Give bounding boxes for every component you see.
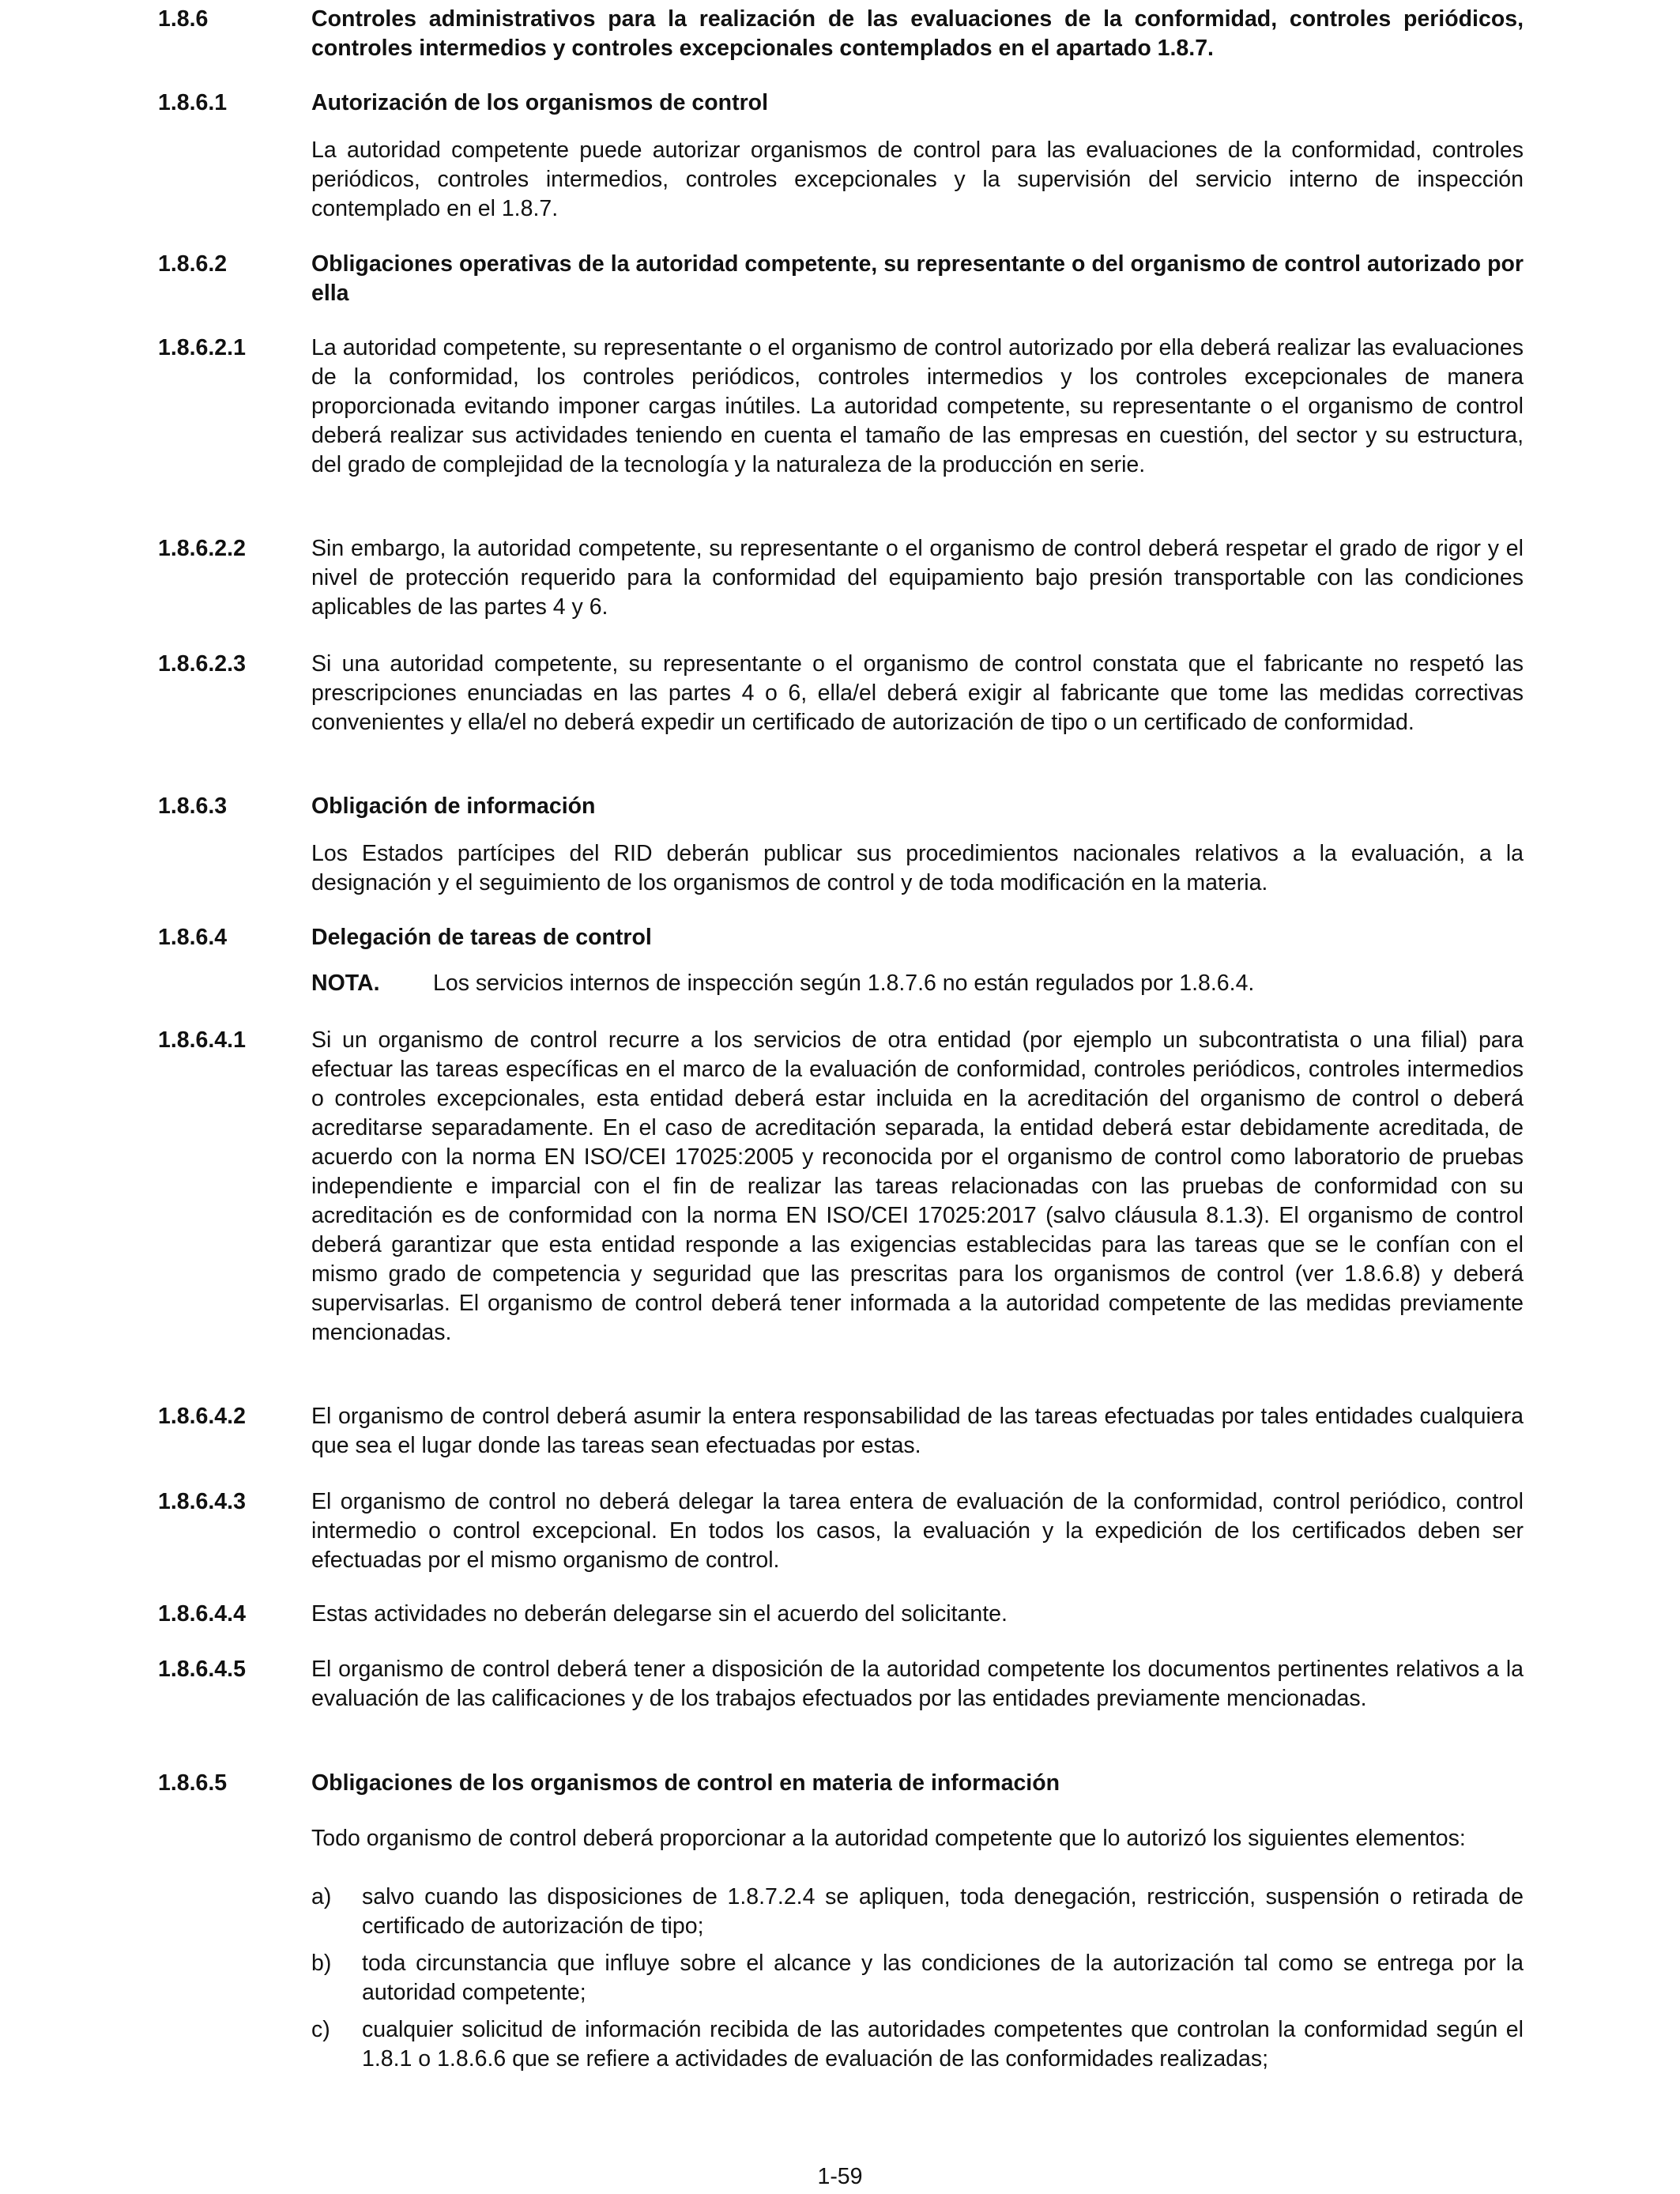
page-number: 1-59 (817, 2164, 863, 2189)
section-number: 1.8.6.5 (158, 1770, 228, 1796)
section-number: 1.8.6.1 (158, 90, 228, 115)
list-item-c (311, 2015, 1524, 2074)
section-1-8-6-4-3 (158, 1487, 1524, 1575)
section-1-8-6-4-4 (158, 1600, 1524, 1629)
section-title: Controles administrativos para la realización de las evaluaciones de la conformidad, controles periódicos, controles intermedios y controles excepcionales contemplados en el apartado 1.8.7. (311, 6, 1524, 61)
section-1-8-6-1-text: La autoridad competente puede autorizar organismos de control para las evaluaciones de la conformidad, controles periódicos, controles intermedios, controles excepcionales y la supervisión del servicio interno de inspección contemplado en el 1.8.7. (311, 138, 1524, 221)
list-text: salvo cuando las disposiciones de 1.8.7.2.4 se apliquen, toda denegación, restricción, suspensión o retirada de certificado de autorización de tipo; (362, 1884, 1524, 1939)
list-letter: b) (311, 1951, 332, 1976)
section-1-8-6-1 (158, 89, 1524, 118)
section-1-8-6-2 (158, 250, 1524, 308)
section-number: 1.8.6.2.3 (158, 651, 246, 677)
section-title: Obligaciones operativas de la autoridad competente, su representante o del organismo de control autorizado por ella (311, 251, 1524, 306)
section-text: El organismo de control deberá asumir la entera responsabilidad de las tareas efectuadas por tales entidades cualquiera que sea el lugar donde las tareas sean efectuadas por estas. (311, 1404, 1524, 1458)
list-item-a (311, 1883, 1524, 1941)
section-title: Autorización de los organismos de control (311, 90, 768, 115)
section-text: El organismo de control no deberá delegar la tarea entera de evaluación de la conformidad, control periódico, control intermedio o control excepcional. En todos los casos, la evaluación y la expedición de los certificados deben ser efectuadas por el mismo organismo de control. (311, 1489, 1524, 1573)
section-title: Obligaciones de los organismos de control en materia de información (311, 1770, 1060, 1796)
section-number: 1.8.6.3 (158, 794, 228, 819)
note-text: Los servicios internos de inspección según 1.8.7.6 no están regulados por 1.8.6.4. (433, 971, 1255, 996)
section-number: 1.8.6.4.4 (158, 1601, 246, 1627)
note (311, 969, 1524, 998)
section-text: El organismo de control deberá tener a disposición de la autoridad competente los documentos pertinentes relativos a la evaluación de las calificaciones y de los trabajos efectuados por las entidades previamente mencionadas. (311, 1657, 1524, 1711)
section-number: 1.8.6.4.3 (158, 1489, 246, 1514)
list-text: cualquier solicitud de información recibida de las autoridades competentes que controlan la conformidad según el 1.8.1 o 1.8.6.6 que se refiere a actividades de evaluación de las conformidades realizadas; (362, 2017, 1524, 2071)
section-1-8-6-2-1 (158, 334, 1524, 480)
section-text: La autoridad competente, su representante o el organismo de control autorizado por ella deberá realizar las evaluaciones de la conformidad, los controles periódicos, controles intermedios y los controles excepcionales de manera proporcionada evitando imponer cargas inútiles. La autoridad competente, su representante o el organismo de control deberá realizar sus actividades teniendo en cuenta el tamaño de las empresas en cuestión, del sector y su estructura, del grado de complejidad de la tecnología y la naturaleza de la producción en serie. (311, 335, 1524, 477)
section-1-8-6-4-2 (158, 1402, 1524, 1461)
section-1-8-6-4-5 (158, 1655, 1524, 1713)
section-1-8-6 (158, 5, 1524, 63)
section-text: Sin embargo, la autoridad competente, su representante o el organismo de control deberá respetar el grado de rigor y el nivel de protección requerido para la conformidad del equipamiento bajo presión transportable con las condiciones aplicables de las partes 4 y 6. (311, 536, 1524, 620)
section-number: 1.8.6.4.1 (158, 1027, 246, 1053)
section-text: Estas actividades no deberán delegarse sin el acuerdo del solicitante. (311, 1601, 1008, 1627)
list-letter: c) (311, 2017, 330, 2042)
section-title: Obligación de información (311, 794, 596, 819)
section-1-8-6-5 (158, 1769, 1524, 1798)
section-1-8-6-2-2 (158, 534, 1524, 622)
section-1-8-6-5-intro: Todo organismo de control deberá proporcionar a la autoridad competente que lo autorizó los siguientes elementos: (311, 1826, 1466, 1851)
section-text: Si un organismo de control recurre a los servicios de otra entidad (por ejemplo un subcontratista o una filial) para efectuar las tareas específicas en el marco de la evaluación de conformidad, controles periódicos, controles intermedios o controles excepcionales, esta entidad deberá estar incluida en la acreditación del organismo de control o deberá acreditarse separadamente. En el caso de acreditación separada, la entidad deberá estar debidamente acreditada, de acuerdo con la norma EN ISO/CEI 17025:2005 y reconocida por el organismo de control como laboratorio de pruebas independiente e imparcial con el fin de realizar las tareas relacionadas con las pruebas de conformidad con su acreditación es de conformidad con la norma EN ISO/CEI 17025:2017 (salvo cláusula 8.1.3). El organismo de control deberá garantizar que esta entidad responde a las exigencias establecidas para las tareas que se le confían con el mismo grado de competencia y seguridad que las prescritas para los organismos de control (ver 1.8.6.8) y deberá supervisarlas. El organismo de control deberá tener informada a la autoridad competente de las medidas previamente mencionadas. (311, 1027, 1524, 1345)
section-number: 1.8.6.4.5 (158, 1657, 246, 1682)
section-number: 1.8.6 (158, 6, 209, 32)
section-number: 1.8.6.2 (158, 251, 228, 277)
section-1-8-6-3-text: Los Estados partícipes del RID deberán publicar sus procedimientos nacionales relativos a la evaluación, a la designación y el seguimiento de los organismos de control y de toda modificación en la materia. (311, 841, 1524, 895)
section-1-8-6-4 (158, 923, 1524, 952)
section-number: 1.8.6.4 (158, 925, 228, 950)
list-text: toda circunstancia que influye sobre el alcance y las condiciones de la autorización tal como se entrega por la autoridad competente; (362, 1951, 1524, 2005)
section-1-8-6-3 (158, 792, 1524, 821)
section-text: Si una autoridad competente, su representante o el organismo de control constata que el fabricante no respetó las prescripciones enunciadas en las partes 4 o 6, ella/el deberá exigir al fabricante que tome las medidas correctivas convenientes y ella/el no deberá expedir un certificado de autorización de tipo o un certificado de conformidad. (311, 651, 1524, 735)
section-number: 1.8.6.2.2 (158, 536, 246, 561)
section-title: Delegación de tareas de control (311, 925, 652, 950)
section-1-8-6-4-1 (158, 1026, 1524, 1348)
list-item-b (311, 1949, 1524, 2007)
note-label: NOTA. (311, 971, 380, 996)
section-number: 1.8.6.4.2 (158, 1404, 246, 1429)
section-1-8-6-2-3 (158, 650, 1524, 737)
section-number: 1.8.6.2.1 (158, 335, 246, 360)
list-letter: a) (311, 1884, 332, 1909)
